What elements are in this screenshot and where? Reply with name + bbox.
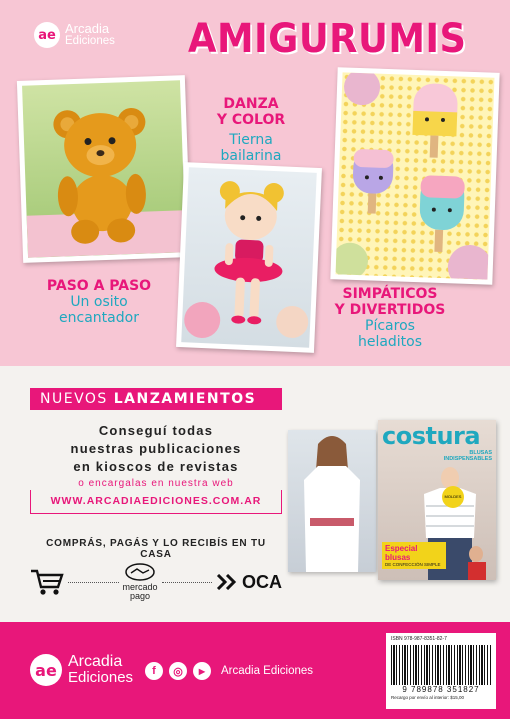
magazine-badge: MOLDES [442, 486, 464, 508]
barcode-number: 9 789878 351827 [402, 685, 480, 694]
brand-name-line1: Arcadia [65, 21, 110, 36]
brand-logo-mark: ae [34, 22, 60, 48]
kiosk-message: Conseguí todas nuestras publicaciones en kioscos de revistas [70, 423, 242, 474]
youtube-icon[interactable]: ▶ [193, 662, 211, 680]
icecream-illustration [336, 72, 495, 279]
payment-row [30, 562, 282, 602]
facebook-icon[interactable]: f [145, 662, 163, 680]
handshake-icon [125, 563, 155, 581]
magazine-subtitle: BLUSAS INDISPENSABLES [443, 450, 492, 462]
magazine-title: costura [382, 422, 481, 450]
footer-logo-mark: ae [30, 654, 62, 686]
brand-logo [34, 22, 115, 48]
bear-photo [17, 75, 191, 263]
magazine-cover [378, 420, 496, 580]
website-link[interactable]: WWW.ARCADIAEDICIONES.COM.AR [30, 490, 282, 514]
isbn-text: ISBN 978-987-8351-82-7 [391, 636, 447, 642]
ballerina-illustration [181, 167, 317, 347]
ballerina-photo [176, 162, 322, 353]
page-title: AMIGURUMIS [188, 16, 467, 62]
footer-logo: ae Arcadia Ediciones [30, 654, 133, 686]
shopping-cart-icon [30, 568, 64, 596]
delivery-text: COMPRÁS, PAGÁS Y LO RECIBÍS EN TU CASA [46, 538, 266, 560]
encargalas-text: o encargalas en nuestra web [78, 478, 234, 489]
double-chevron-icon [216, 574, 240, 590]
bear-illustration [22, 80, 186, 257]
blouse-photo [288, 430, 376, 572]
magazine-banner: Especial blusas DE CONFECCIÓN SIMPLE [382, 542, 446, 569]
icecream-photo [330, 67, 499, 285]
brand-name-line2: Ediciones [65, 35, 115, 47]
caption-danza: DANZA Y COLOR Tierna bailarina [216, 96, 286, 164]
barcode [391, 645, 491, 685]
dots-divider [162, 582, 213, 583]
caption-paso: PASO A PASO Un osito encantador [46, 278, 152, 326]
instagram-icon[interactable]: ◎ [169, 662, 187, 680]
barcode-box [386, 633, 496, 709]
mercado-pago-logo: mercado pago [123, 563, 158, 601]
dots-divider [68, 582, 119, 583]
recargo-text: Recargo por envío al interior: $15,00 [391, 695, 465, 700]
oca-logo: OCA [216, 572, 282, 593]
lanzamientos-banner: NUEVOS LANZAMIENTOS [30, 388, 282, 410]
caption-simpaticos: SIMPÁTICOS Y DIVERTIDOS Pícaros heladitos [334, 286, 446, 350]
social-links [145, 662, 313, 680]
social-name: Arcadia Ediciones [221, 665, 314, 677]
